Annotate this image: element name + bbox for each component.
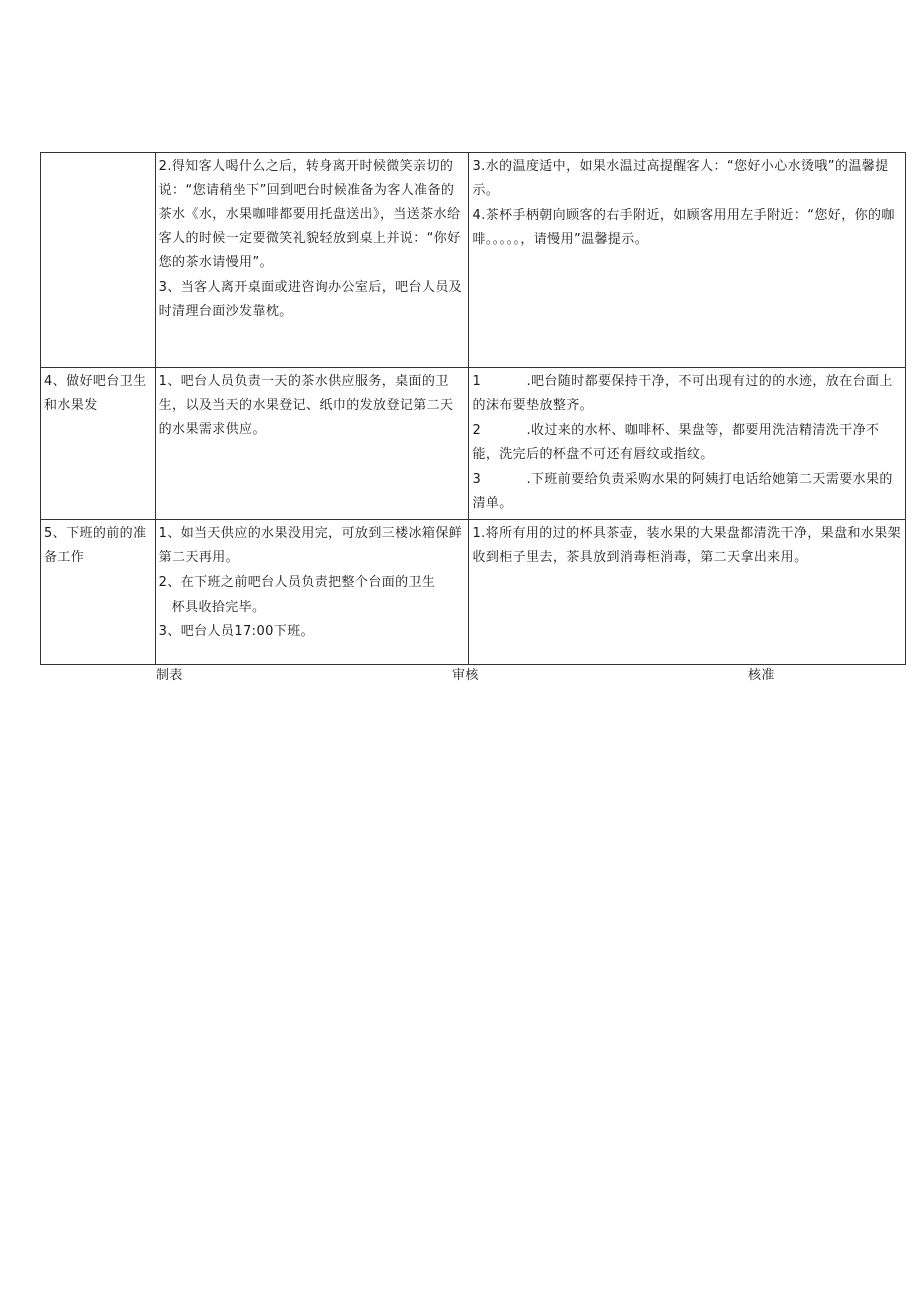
standard-cell: [469, 153, 906, 368]
procedure-item: 1、如当天供应的水果没用完，可放到三楼冰箱保鲜第二天再用。: [158, 526, 463, 565]
prepared-by-label: 制表: [156, 668, 183, 683]
procedure-item: 2.得知客人喝什么之后，转身离开时候微笑亲切的说：“您请稍坐下”回到吧台时候准备为客人准备的茶水《水，水果咖啡都要用托盘送出》，当送茶水给客人的时候一定要微笑礼貌轻放到桌上并说：“你好您的茶水请慢用”。: [158, 159, 461, 270]
standard-item: 4.茶杯手柄朝向顾客的右手附近，如顾客用用左手附近：“您好，你的咖啡。。。。。，请慢用”温馨提示。: [472, 208, 895, 247]
procedure-item: 1、吧台人员负责一天的茶水供应服务，桌面的卫生，以及当天的水果登记、纸巾的发放登记第二天的水果需求供应。: [158, 374, 454, 437]
standard-item-text: .收过来的水杯、咖啡杯、果盘等，都要用洗洁精清洗干净不能，洗完后的杯盘不可还有唇纹或指纹。: [472, 423, 880, 462]
standard-item-text: .下班前要给负责采购水果的阿姨打电话给她第二天需要水果的清单。: [472, 472, 893, 511]
standard-item: [472, 468, 903, 516]
category-cell: [41, 368, 156, 520]
standard-item-number: 2: [472, 423, 482, 438]
procedure-item-continued: 杯具收拾完毕。: [171, 600, 266, 615]
procedure-item: 2、在下班之前吧台人员负责把整个台面的卫生: [158, 575, 436, 590]
category-cell: [41, 153, 156, 368]
table-row: [41, 368, 906, 520]
standard-item: [472, 419, 903, 467]
procedure-cell: [155, 153, 469, 368]
standard-item: 3.水的温度适中，如果水温过高提醒客人：“您好小心水烫哦”的温馨提示。: [472, 159, 889, 198]
procedure-table: [40, 152, 906, 665]
category-cell: [41, 520, 156, 665]
category-text: 4、做好吧台卫生和水果发: [44, 374, 147, 413]
standard-item: 1.将所有用的过的杯具茶壶，装水果的大果盘都清洗干净，果盘和水果架收到柜子里去，茶具放到消毒柜消毒，第二天拿出来用。: [472, 526, 902, 565]
standard-cell: [469, 368, 906, 520]
standard-item: [472, 370, 903, 418]
procedure-cell: [155, 520, 469, 665]
reviewed-by-label: 审核: [452, 668, 479, 683]
category-text: 5、下班的前的准备工作: [44, 526, 147, 565]
table-row: [41, 153, 906, 368]
approved-by-label: 核准: [748, 668, 775, 683]
procedure-item: 3、当客人离开桌面或进咨询办公室后，吧台人员及时清理台面沙发靠枕。: [158, 280, 463, 319]
standard-item-text: .吧台随时都要保持干净，不可出现有过的的水迹，放在台面上的沫布要垫放整齐。: [472, 374, 893, 413]
standard-item-number: 1: [472, 374, 482, 389]
signature-footer: [40, 664, 906, 688]
procedure-item: 3、吧台人员17:00下班。: [158, 624, 314, 639]
table-row: [41, 520, 906, 665]
procedure-cell: [155, 368, 469, 520]
standard-cell: [469, 520, 906, 665]
standard-item-number: 3: [472, 472, 482, 487]
